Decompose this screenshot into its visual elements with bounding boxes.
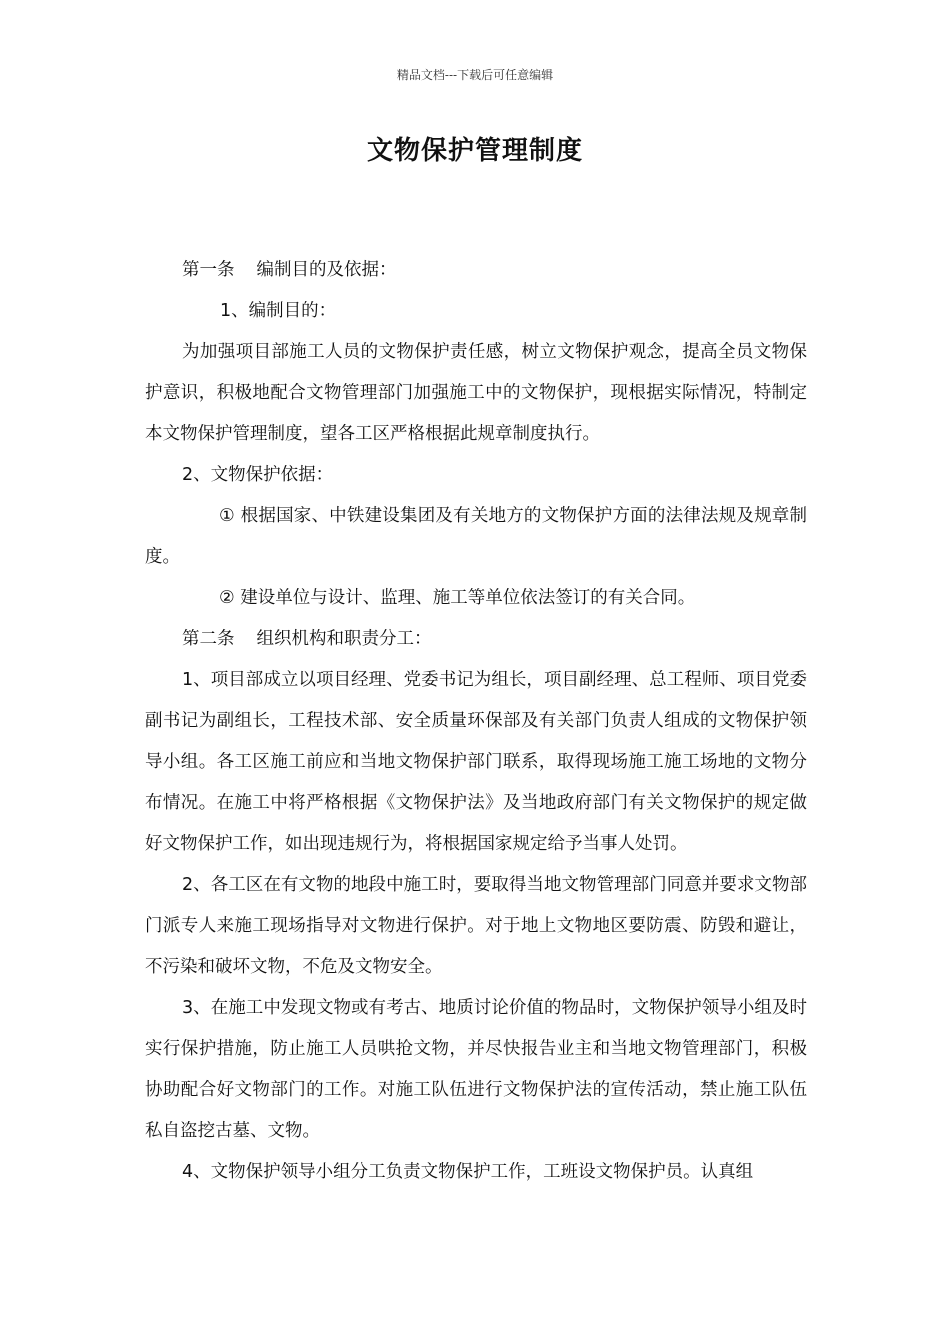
article-1-title: 编制目的及依据： <box>256 260 397 280</box>
document-body <box>145 250 807 1193</box>
purpose-label: 1、编制目的： <box>220 301 337 321</box>
header-note: 精品文档---下载后可任意编辑 <box>396 68 554 82</box>
basis-item-1: ① 根据国家、中铁建设集团及有关地方的文物保护方面的法律法规及规章制度。 <box>145 506 807 567</box>
article-1-heading <box>145 250 807 291</box>
article-2-heading <box>145 619 807 660</box>
basis-item-2: ② 建设单位与设计、监理、施工等单位依法签订的有关合同。 <box>219 588 696 608</box>
organization-paragraph-3: 3、在施工中发现文物或有考古、地质讨论价值的物品时，文物保护领导小组及时实行保护措施，防止施工人员哄抢文物，并尽快报告业主和当地文物管理部门，积极协助配合好文物部门的工作。对施工队伍进行文物保护法的宣传活动，禁止施工队伍私自盗挖古墓、文物。 <box>145 998 807 1141</box>
organization-paragraph-4: 4、文物保护领导小组分工负责文物保护工作，工班设文物保护员。认真组 <box>182 1162 754 1182</box>
basis-label: 2、文物保护依据： <box>182 465 334 485</box>
document-title: 文物保护管理制度 <box>366 136 583 166</box>
purpose-paragraph: 为加强项目部施工人员的文物保护责任感，树立文物保护观念，提高全员文物保护意识，积极地配合文物管理部门加强施工中的文物保护，现根据实际情况，特制定本文物保护管理制度，望各工区严格根据此规章制度执行。 <box>145 342 807 444</box>
article-2-number: 第二条 <box>182 629 235 649</box>
organization-paragraph-1: 1、项目部成立以项目经理、党委书记为组长，项目副经理、总工程师、项目党委副书记为副组长，工程技术部、安全质量环保部及有关部门负责人组成的文物保护领导小组。各工区施工前应和当地文物保护部门联系，取得现场施工施工场地的文物分布情况。在施工中将严格根据《文物保护法》及当地政府部门有关文物保护的规定做好文物保护工作，如出现违规行为，将根据国家规定给予当事人处罚。 <box>145 670 807 854</box>
article-2-title: 组织机构和职责分工： <box>256 629 432 649</box>
article-1-number: 第一条 <box>182 260 235 280</box>
organization-paragraph-2: 2、各工区在有文物的地段中施工时，要取得当地文物管理部门同意并要求文物部门派专人来施工现场指导对文物进行保护。对于地上文物地区要防震、防毁和避让，不污染和破坏文物，不危及文物安全。 <box>145 875 807 977</box>
